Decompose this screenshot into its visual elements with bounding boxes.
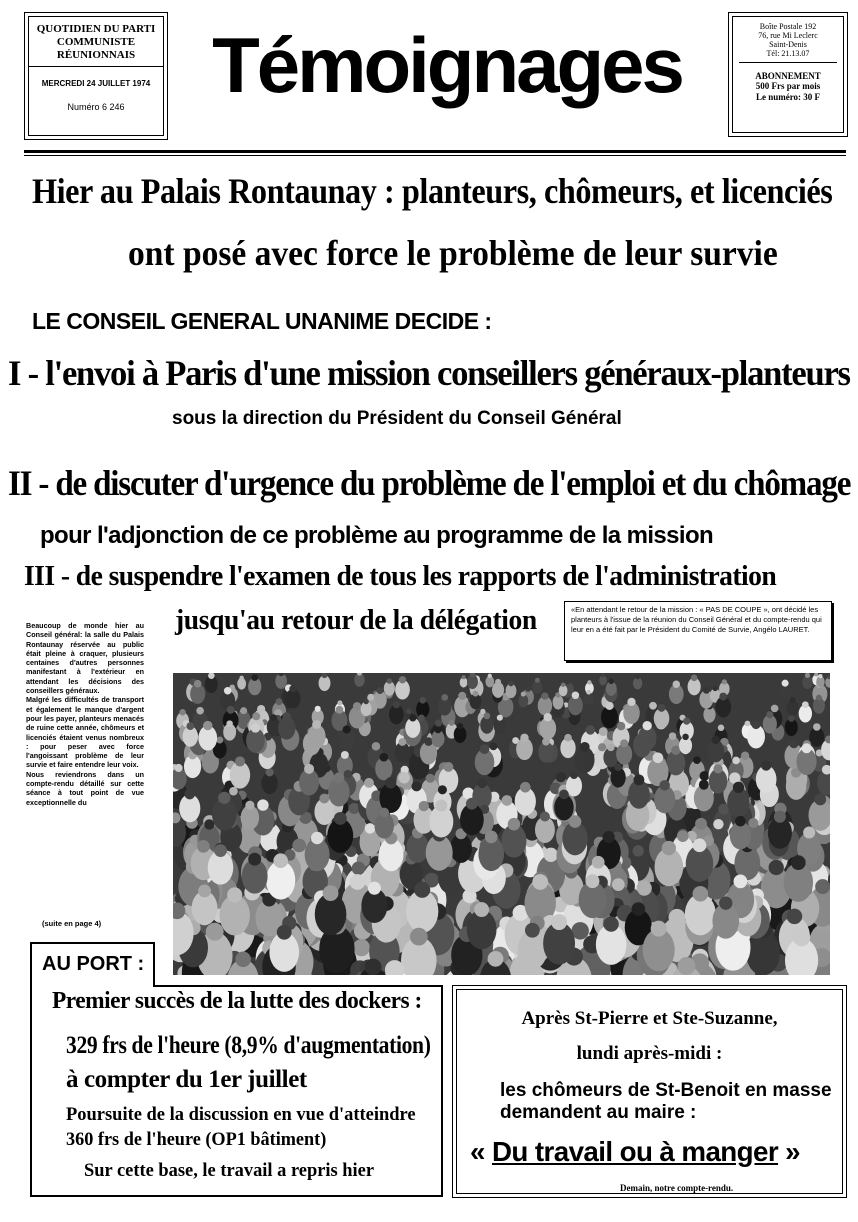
subscription-label: ABONNEMENT [755,71,821,81]
au-port-line: Sur cette base, le travail a repris hier [84,1160,375,1181]
postal-line: 76, rue Mi Leclerc [758,31,818,40]
slogan-text: Du travail ou à manger [491,1136,779,1167]
masthead-rule [24,150,846,153]
side-paragraph: Beaucoup de monde hier au Conseil général: la salle du Palais Rontaunay réservée au public était pleine à craquer, plusieurs centaines d'autres personnes manifestant à l'extérieur en attendant les décisions des conseillers généraux. [26,621,144,696]
quote-open: « [470,1136,485,1167]
newspaper-title: Témoignages [212,21,682,109]
postal-line: Saint-Denis [769,40,807,49]
side-column [26,621,144,807]
au-port-line: à compter du 1er juillet [66,1066,307,1093]
au-port-line: 360 frs de l'heure (OP1 bâtiment) [66,1129,327,1150]
au-port-line: 329 frs de l'heure (8,9% d'augmentation) [66,1032,431,1059]
au-port-tab-join [32,983,153,987]
masthead-right-box [728,12,848,137]
quote-box: «En attendant le retour de la mission : « PAS DE COUPE », ont décidé les planteurs à l'issue de la réunion du Conseil Général et du compte-rendu qui leur en a été fait par le Président du Comité de Survie, Angélo LAURET. [564,601,832,661]
st-benoit-text [500,1080,832,1124]
decision-point-2-sub: pour l'adjonction de ce problème au programme de la mission [40,522,714,549]
decision-point-2: II - de discuter d'urgence du problème de l'emploi et du chômage [8,463,851,503]
masthead-rule-thin [24,155,846,156]
side-paragraph: Malgré les difficultés de transport et également le manque d'argent pour les payer, planteurs menacés de ruine cette année, chômeurs et licenciés étaient venus nombreux : pour peser avec force l'angoissant problème de leur survie et faire entendre leur voix. [26,695,144,770]
masthead-left-box [24,12,168,140]
decision-point-1: I - l'envoi à Paris d'une mission conseillers généraux-planteurs [8,353,850,393]
st-benoit-line: demandent au maire : [500,1102,697,1123]
main-headline-line2: ont posé avec force le problème de leur survie [128,233,778,273]
party-label: QUOTIDIEN DU PARTI COMMUNISTE RÉUNIONNAIS [29,17,163,67]
au-port-tab: AU PORT : [30,942,155,987]
crowd-photo-icon [173,673,830,975]
postal-line: Tél: 21.13.07 [766,49,810,58]
council-decision-heading: LE CONSEIL GENERAL UNANIME DECIDE : [32,308,492,334]
decision-point-3: III - de suspendre l'examen de tous les rapports de l'administration [24,560,777,592]
st-benoit-line: les chômeurs de St-Benoit en masse [500,1080,832,1101]
issue-number: Numéro 6 246 [67,102,125,112]
postal-address [739,17,837,63]
au-port-heading: Premier succès de la lutte des dockers : [52,988,422,1014]
decision-point-3-cont: jusqu'au retour de la délégation [175,604,537,636]
au-port-line: Poursuite de la discussion en vue d'atteindre [66,1104,416,1125]
single-issue-price: Le numéro: 30 F [755,92,821,102]
issue-date: MERCREDI 24 JUILLET 1974 [41,79,151,88]
continued-note: (suite en page 4) [42,919,102,928]
st-benoit-footer: Demain, notre compte-rendu. [620,1183,734,1193]
main-headline-line1: Hier au Palais Rontaunay : planteurs, chômeurs, et licenciés [32,171,833,211]
st-benoit-line: lundi après-midi : [576,1043,723,1064]
slogan [470,1136,800,1168]
quote-close: » [785,1136,801,1167]
postal-line: Boîte Postale 192 [759,22,817,31]
crowd-photo [173,673,830,975]
subscription-price: 500 Frs par mois [755,81,821,91]
decision-point-1-sub: sous la direction du Président du Conseil Général [172,408,622,429]
st-benoit-line: Après St-Pierre et Ste-Suzanne, [521,1008,778,1029]
side-paragraph: Nous reviendrons dans un compte-rendu détaillé sur cette séance à tout point de vue exceptionnelle du [26,769,144,807]
